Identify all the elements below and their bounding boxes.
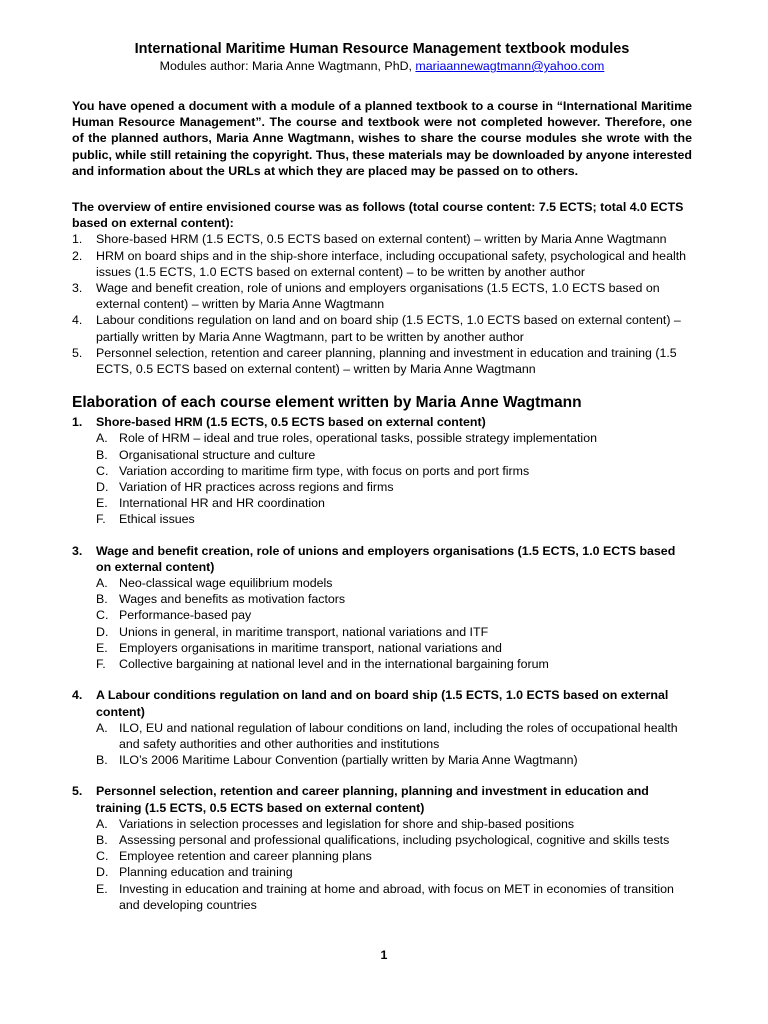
overview-item-number: 4.: [72, 313, 83, 328]
sub-item-letter: D.: [96, 865, 109, 880]
sub-item: [96, 624, 692, 640]
sub-item-letter: E.: [96, 881, 108, 896]
sub-item-letter: B.: [96, 832, 108, 847]
intro-paragraph: You have opened a document with a module of a planned textbook to a course in “International Maritime Human Resource Management”. The course and textbook were not completed however. Therefore, one of the planned authors, Maria Anne Wagtmann, wishes to share the course modules she wrote with the public, while still retaining the copyright. Thus, these materials may be downloaded by anyone interested and information about the URLs at which they are placed may be passed on to others.: [72, 99, 692, 178]
sub-item: [96, 463, 692, 479]
sub-item-letter: E.: [96, 640, 108, 655]
module-heading: [72, 543, 692, 575]
module-block: [72, 543, 692, 673]
sub-item-letter: B.: [96, 447, 108, 462]
sub-item: [96, 495, 692, 511]
overview-item-text: Personnel selection, retention and career planning, planning and investment in education and training (1.5 ECTS, 0.5 ECTS based on external content) – written by Maria Anne Wagtmann: [96, 345, 677, 377]
sub-item-letter: E.: [96, 496, 108, 511]
sub-item-letter: B.: [96, 592, 108, 607]
module-sublist: [72, 720, 692, 769]
sub-item-text: Role of HRM – ideal and true roles, operational tasks, possible strategy implementation: [119, 431, 597, 446]
module-block: [72, 414, 692, 527]
module-title: Wage and benefit creation, role of unions and employers organisations (1.5 ECTS, 1.0 ECTS based on external content): [96, 543, 676, 574]
sub-item-text: Ethical issues: [119, 512, 195, 527]
sub-item-letter: A.: [96, 816, 108, 831]
elaboration-heading: Elaboration of each course element written by Maria Anne Wagtmann: [72, 394, 582, 412]
sub-item-text: Unions in general, in maritime transport, national variations and ITF: [119, 624, 489, 639]
sub-item: [96, 881, 692, 913]
module-number: 5.: [72, 784, 83, 799]
sub-item-text: Organisational structure and culture: [119, 447, 316, 462]
overview-list: [72, 231, 692, 377]
sub-item-letter: B.: [96, 753, 108, 768]
sub-item-text: Neo-classical wage equilibrium models: [119, 576, 333, 591]
sub-item-text: Performance-based pay: [119, 608, 252, 623]
document-title: International Maritime Human Resource Management textbook modules: [134, 41, 630, 57]
overview-item-number: 3.: [72, 281, 83, 296]
sub-item-text: Variation of HR practices across regions and firms: [119, 480, 394, 495]
module-heading: [72, 687, 692, 719]
sub-item: [96, 832, 692, 848]
page-number: 1: [380, 948, 388, 962]
overview-item: [72, 280, 692, 312]
module-sublist: [72, 430, 692, 527]
sub-item: [96, 447, 692, 463]
sub-item: [96, 511, 692, 527]
module-block: [72, 783, 692, 913]
document-author: [72, 58, 692, 74]
module-heading: [72, 414, 692, 430]
module-number: 3.: [72, 543, 83, 558]
sub-item: [96, 752, 692, 768]
module-title: Shore-based HRM (1.5 ECTS, 0.5 ECTS based on external content): [96, 415, 486, 430]
sub-item: [96, 430, 692, 446]
overview-item: [72, 312, 692, 344]
overview-item-number: 2.: [72, 248, 83, 263]
sub-item: [96, 816, 692, 832]
sub-item-letter: F.: [96, 657, 106, 672]
sub-item-text: Collective bargaining at national level and in the international bargaining forum: [119, 657, 549, 672]
module-sublist: [72, 575, 692, 672]
sub-item-text: Investing in education and training at home and abroad, with focus on MET in economies of transition and developing countries: [119, 881, 674, 912]
sub-item: [96, 479, 692, 495]
module-heading: [72, 783, 692, 815]
sub-item: [96, 640, 692, 656]
document-page: [72, 40, 692, 928]
sub-item-text: Wages and benefits as motivation factors: [119, 592, 346, 607]
module-block: [72, 687, 692, 768]
sub-item: [96, 656, 692, 672]
module-title: Personnel selection, retention and career planning, planning and investment in education and training (1.5 ECTS, 0.5 ECTS based on external content): [96, 784, 649, 815]
module-sublist: [72, 816, 692, 913]
sub-item: [96, 864, 692, 880]
sub-item-letter: A.: [96, 431, 108, 446]
overview-item-text: Wage and benefit creation, role of unions and employers organisations (1.5 ECTS, 1.0 ECTS based on external content) – written by Maria Anne Wagtmann: [96, 281, 660, 312]
sub-item-text: Assessing personal and professional qualifications, including psychological, cognitive and skills tests: [119, 832, 670, 847]
sub-item-letter: F.: [96, 512, 106, 527]
sub-item-text: Variation according to maritime firm type, with focus on ports and port firms: [119, 463, 530, 478]
overview-item-number: 1.: [72, 232, 83, 247]
sub-item-letter: D.: [96, 624, 109, 639]
module-number: 4.: [72, 688, 83, 703]
sub-item-letter: A.: [96, 720, 108, 735]
sub-item-letter: C.: [96, 463, 109, 478]
sub-item-text: International HR and HR coordination: [119, 496, 325, 511]
overview-item-number: 5.: [72, 345, 83, 360]
overview-item: [72, 345, 692, 377]
module-number: 1.: [72, 415, 83, 430]
sub-item-text: ILO’s 2006 Maritime Labour Convention (partially written by Maria Anne Wagtmann): [119, 753, 578, 768]
overview-heading: The overview of entire envisioned course was as follows (total course content: 7.5 ECTS; total 4.0 ECTS based on external content):: [72, 200, 684, 231]
author-email-link[interactable]: mariaannewagtmann@yahoo.com: [415, 59, 605, 73]
sub-item-letter: C.: [96, 849, 109, 864]
sub-item-letter: A.: [96, 576, 108, 591]
overview-item-text: HRM on board ships and in the ship-shore interface, including occupational safety, psychological and health issues (1.5 ECTS, 1.0 ECTS based on external content) – to be written by another author: [96, 248, 687, 279]
sub-item: [96, 575, 692, 591]
sub-item-letter: C.: [96, 608, 109, 623]
sub-item: [96, 607, 692, 623]
sub-item-text: Employers organisations in maritime transport, national variations and: [119, 640, 502, 655]
sub-item-text: ILO, EU and national regulation of labour conditions on land, including the roles of occupational health and safety authorities and other authorities and institutions: [119, 720, 678, 751]
overview-item: [72, 248, 692, 280]
sub-item: [96, 591, 692, 607]
author-line: Modules author: Maria Anne Wagtmann, PhD,: [159, 59, 416, 73]
sub-item-text: Planning education and training: [119, 865, 293, 880]
overview-item-text: Shore-based HRM (1.5 ECTS, 0.5 ECTS based on external content) – written by Maria Anne Wagtmann: [96, 232, 667, 247]
overview-item-text: Labour conditions regulation on land and on board ship (1.5 ECTS, 1.0 ECTS based on external content) – partially written by Maria Anne Wagtmann, part to be written by another author: [96, 313, 681, 344]
overview-item: [72, 231, 692, 247]
sub-item: [96, 720, 692, 752]
sub-item-text: Employee retention and career planning plans: [119, 849, 372, 864]
sub-item-letter: D.: [96, 480, 109, 495]
module-title: A Labour conditions regulation on land and on board ship (1.5 ECTS, 1.0 ECTS based on external content): [96, 688, 669, 719]
sub-item-text: Variations in selection processes and legislation for shore and ship-based positions: [119, 816, 575, 831]
sub-item: [96, 848, 692, 864]
